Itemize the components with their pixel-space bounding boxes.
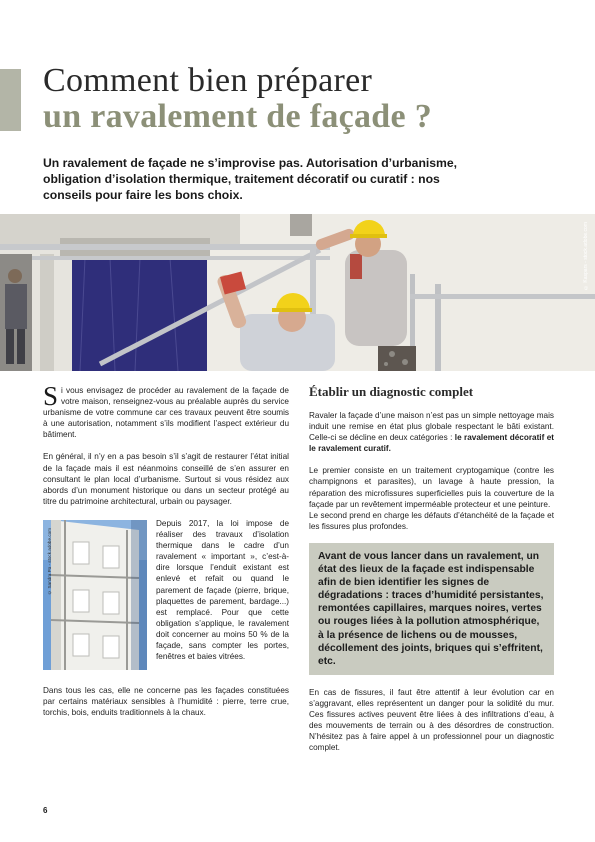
inset-photo-credit: © Sandra Po - stock.adobe.com: [47, 527, 52, 595]
hero-photo-credit: © Kaspars - stock.adobe.com: [583, 222, 589, 290]
callout-box: Avant de vous lancer dans un ravalement, un état des lieux de la façade est indispensable afin de bien identifier les signes de dégradations : traces d’humidité persistantes, remontées capillaires, marques noires, vertes ou rouges liées à la pollution atmosphérique, à la présence de lichens ou de mousses, décollement des joints, briques qui s’effritent, etc.: [309, 543, 554, 675]
inset-illustration: [43, 520, 147, 670]
hero-photo: [0, 214, 595, 371]
title-line-2: un ravalement de façade ?: [43, 98, 433, 135]
paragraph-cracks: En cas de fissures, il faut être attentif à leur évolution car en s’aggravant, elles représentent un danger pour la solidité du mur. Ces fissures actives peuvent être liées à des infiltrations d’eau, à des mouvements de terrain ou à des désordres de construction. N’hésitez pas à faire appel à un professionnel pour un diagnostic complet.: [309, 687, 554, 753]
paragraph-categories: [309, 410, 554, 454]
section-title: Établir un diagnostic complet: [309, 384, 474, 399]
categories-bold: le ravalement décoratif et le ravalement curatif.: [309, 433, 554, 454]
paragraph-urbanism: En général, il n’y en a pas besoin s’il s’agit de restaurer l’état initial de la façade mais il est néanmoins conseillé de s’en assurer en consultant le plan local d’urbanisme. Surtout si vous résidez aux abords d’un monument historique ou dans un secteur protégé au titre du patrimoine architectural, urbain ou paysager.: [43, 452, 289, 506]
lead-paragraph: Un ravalement de façade ne s’improvise pas. Autorisation d’urbanisme, obligation d’isolation thermique, traitement décoratif ou curatif : nos conseils pour faire les bons choix.: [43, 156, 458, 202]
intro-text: i vous envisagez de procéder au ravalement de la façade de votre maison, renseignez-vous au préalable auprès du service urbanisme de votre commune car ces travaux peuvent être soumis à une autorisation, notamment s’ils modifient l’aspect extérieur du bâtiment.: [43, 386, 289, 440]
accent-bar: [0, 69, 21, 131]
paragraph-decorative: Le premier consiste en un traitement cryptogamique (contre les champignons et parasites), un lavage à haute pression, la réparation des microfissures superficielles puis la couverture de la façade par un revêtement imperméable protecteur et une peinture.: [309, 466, 554, 509]
right-column: [309, 385, 554, 764]
page-title: [43, 63, 583, 135]
paragraph-insulation: Depuis 2017, la loi impose de réaliser des travaux d’isolation thermique dans le cadre d’un ravalement « important », c’est-à-dire lorsque l’enduit existant est enlevé et refait ou quand le parement de façade (pierre, brique, plaquettes de parement, bardage...) est remplacé. Pour que cette obligation s’applique, le ravalement doit concerner au moins 50 % de la façade, sans compter les portes, fenêtres et baies vitrées.: [156, 518, 289, 662]
paragraph-curative: Le second prend en charge les défauts d’étanchéité de la façade et les fissures plus profondes.: [309, 510, 554, 531]
page-number: 6: [43, 806, 48, 815]
inset-photo: [43, 520, 147, 670]
hero-illustration: [0, 214, 595, 371]
paragraph-exceptions: Dans tous les cas, elle ne concerne pas les façades constituées par certains matériaux sensibles à l’humidité : pierre, terre crue, torchis, bois, enduits traditionnels à la chaux.: [43, 685, 289, 718]
title-line-1: Comment bien préparer: [43, 62, 373, 99]
drop-cap: S: [43, 381, 59, 411]
inset-block: [43, 518, 289, 674]
categories-text: Ravaler la façade d’une maison n’est pas un simple nettoyage mais induit une remise en état plus globale respectant le bâti existant. Celle-ci se décline en deux catégories :: [309, 411, 554, 443]
intro-paragraph: [43, 381, 289, 440]
left-column: [43, 381, 289, 729]
